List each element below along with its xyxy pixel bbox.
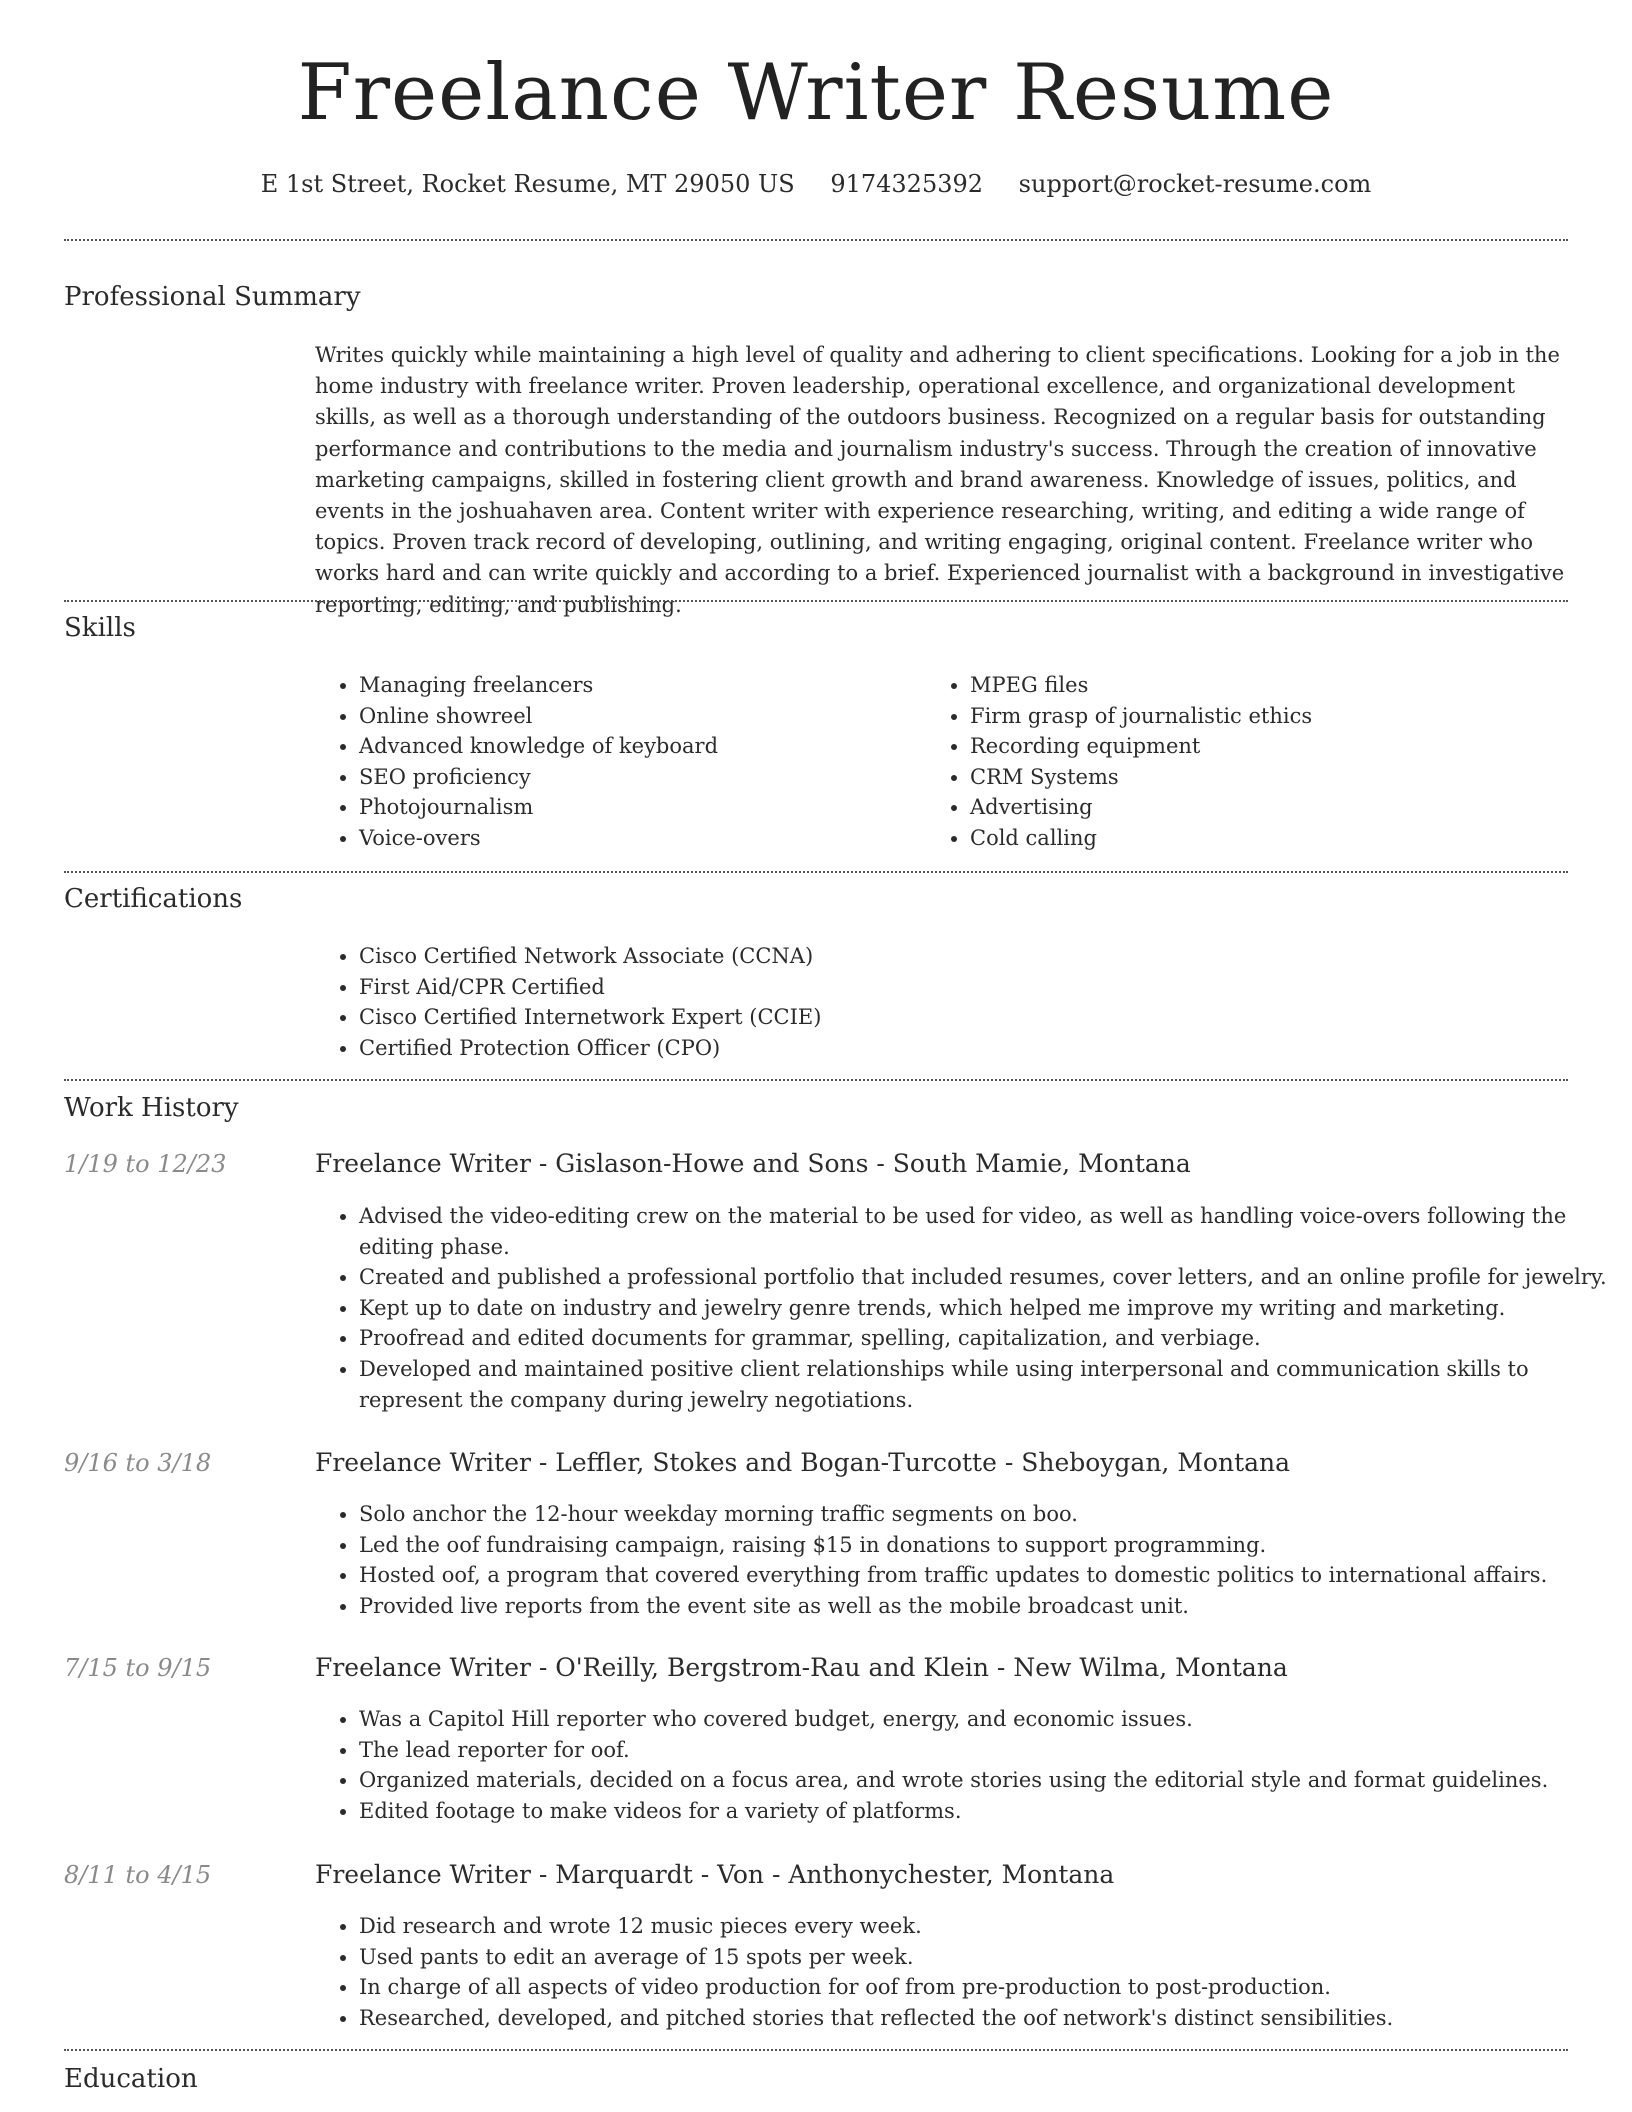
list-item: • Photojournalism xyxy=(359,792,919,823)
job-dates: 9/16 to 3/18 xyxy=(64,1449,212,1477)
list-item: • Solo anchor the 12-hour weekday morning traffic segments on boo. xyxy=(359,1499,1609,1530)
skills-list-right xyxy=(926,670,1570,854)
list-item: • CRM Systems xyxy=(970,762,1570,793)
list-item: • Cisco Certified Network Associate (CCNA) xyxy=(359,941,1359,972)
list-item: • Proofread and edited documents for grammar, spelling, capitalization, and verbiage. xyxy=(359,1323,1609,1354)
education-heading: Education xyxy=(64,2064,198,2094)
list-item: • Was a Capitol Hill reporter who covered budget, energy, and economic issues. xyxy=(359,1704,1609,1735)
job-bullets xyxy=(315,1201,1609,1415)
list-item: • SEO proficiency xyxy=(359,762,919,793)
list-item: • Advertising xyxy=(970,792,1570,823)
list-item: • In charge of all aspects of video production for oof from pre-production to post-production. xyxy=(359,1972,1609,2003)
list-item: • Voice-overs xyxy=(359,823,919,854)
list-item: • Used pants to edit an average of 15 spots per week. xyxy=(359,1942,1609,1973)
skills-heading: Skills xyxy=(64,613,136,643)
job-dates: 7/15 to 9/15 xyxy=(64,1654,212,1682)
job-title: Freelance Writer - O'Reilly, Bergstrom-Rau and Klein - New Wilma, Montana xyxy=(315,1653,1288,1682)
list-item: • Provided live reports from the event site as well as the mobile broadcast unit. xyxy=(359,1591,1609,1622)
list-item: • Recording equipment xyxy=(970,731,1570,762)
job-bullets xyxy=(315,1499,1609,1621)
list-item: • Cold calling xyxy=(970,823,1570,854)
list-item: • Organized materials, decided on a focus area, and wrote stories using the editorial style and format guidelines. xyxy=(359,1765,1609,1796)
list-item: • Hosted oof, a program that covered everything from traffic updates to domestic politics to international affairs. xyxy=(359,1560,1609,1591)
list-item: • First Aid/CPR Certified xyxy=(359,972,1359,1003)
job-title: Freelance Writer - Leffler, Stokes and Bogan-Turcotte - Sheboygan, Montana xyxy=(315,1448,1291,1477)
section-divider xyxy=(64,2049,1568,2051)
summary-heading: Professional Summary xyxy=(64,282,361,312)
section-divider xyxy=(64,871,1568,873)
list-item: • Advanced knowledge of keyboard xyxy=(359,731,919,762)
list-item: • The lead reporter for oof. xyxy=(359,1735,1609,1766)
list-item: • Managing freelancers xyxy=(359,670,919,701)
list-item: • Led the oof fundraising campaign, raising $15 in donations to support programming. xyxy=(359,1530,1609,1561)
list-item: • Online showreel xyxy=(359,701,919,732)
certifications-list xyxy=(315,941,1359,1063)
section-divider xyxy=(64,1079,1568,1081)
list-item: • Did research and wrote 12 music pieces every week. xyxy=(359,1911,1609,1942)
list-item: • Certified Protection Officer (CPO) xyxy=(359,1033,1359,1064)
certifications-heading: Certifications xyxy=(64,884,243,914)
job-bullets xyxy=(315,1704,1609,1826)
list-item: • Developed and maintained positive client relationships while using interpersonal and communication skills to represent the company during jewelry negotiations. xyxy=(359,1354,1609,1415)
skills-list-left xyxy=(315,670,919,854)
section-divider xyxy=(64,239,1568,241)
list-item: • Researched, developed, and pitched stories that reflected the oof network's distinct sensibilities. xyxy=(359,2003,1609,2034)
list-item: • Created and published a professional portfolio that included resumes, cover letters, and an online profile for jewelry. xyxy=(359,1262,1609,1293)
job-dates: 8/11 to 4/15 xyxy=(64,1861,212,1889)
job-bullets xyxy=(315,1911,1609,2033)
summary-text: Writes quickly while maintaining a high level of quality and adhering to client specifications. Looking for a job in the home industry with freelance writer. Proven leadership, operational excellence, and organizational development skills, as well as a thorough understanding of the outdoors business. Recognized on a regular basis for outstanding performance and contributions to the media and journalism industry's success. Through the creation of innovative marketing campaigns, skilled in fostering client growth and brand awareness. Knowledge of issues, politics, and events in the joshuahaven area. Content writer with experience researching, writing, and editing a wide range of topics. Proven track record of developing, outlining, and writing engaging, original content. Freelance writer who works hard and can write quickly and according to a brief. Experienced journalist with a background in investigative reporting, editing, and publishing. xyxy=(315,343,1565,617)
list-item: • Firm grasp of journalistic ethics xyxy=(970,701,1570,732)
job-title: Freelance Writer - Marquardt - Von - Anthonychester, Montana xyxy=(315,1860,1115,1889)
contact-line xyxy=(0,170,1632,198)
contact-address: E 1st Street, Rocket Resume, MT 29050 US xyxy=(260,170,795,198)
list-item: • MPEG files xyxy=(970,670,1570,701)
list-item: • Cisco Certified Internetwork Expert (CCIE) xyxy=(359,1002,1359,1033)
list-item: • Kept up to date on industry and jewelry genre trends, which helped me improve my writing and marketing. xyxy=(359,1293,1609,1324)
contact-phone: 9174325392 xyxy=(830,170,984,198)
section-divider xyxy=(64,600,1568,602)
work-history-heading: Work History xyxy=(64,1093,239,1123)
resume-title: Freelance Writer Resume xyxy=(297,48,1335,138)
contact-email: support@rocket-resume.com xyxy=(1018,170,1372,198)
job-dates: 1/19 to 12/23 xyxy=(64,1150,227,1178)
list-item: • Edited footage to make videos for a variety of platforms. xyxy=(359,1796,1609,1827)
job-title: Freelance Writer - Gislason-Howe and Sons - South Mamie, Montana xyxy=(315,1149,1191,1178)
list-item: • Advised the video-editing crew on the material to be used for video, as well as handling voice-overs following the editing phase. xyxy=(359,1201,1609,1262)
